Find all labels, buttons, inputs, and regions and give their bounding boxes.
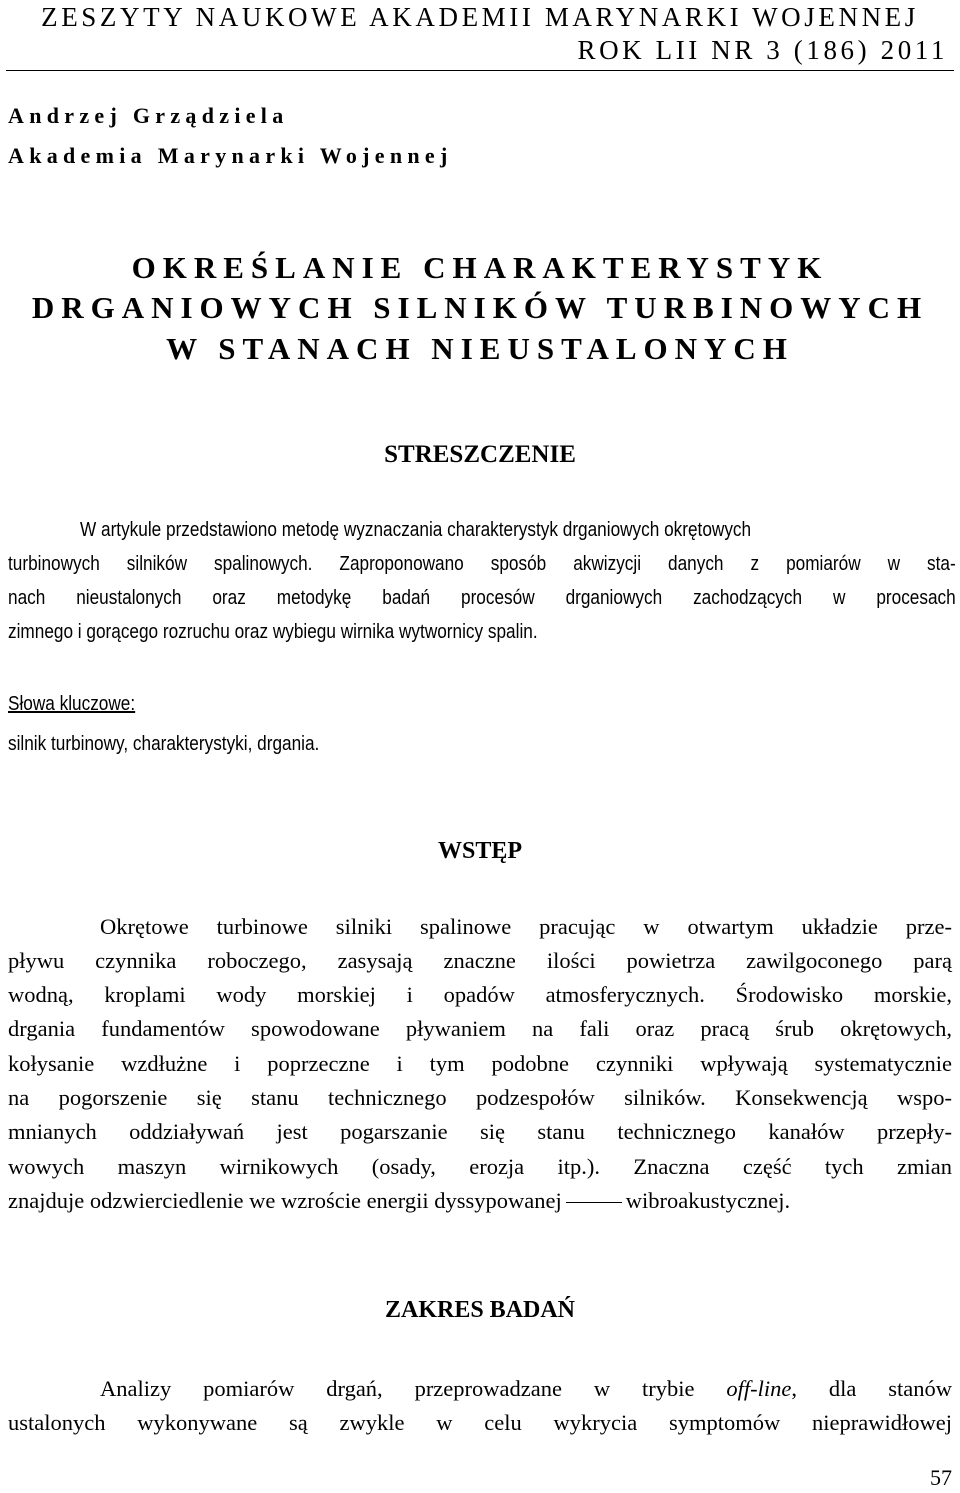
- scope-line-2: ustalonych wykonywane są zwykle w celu wykrycia symptomów nieprawidłowej: [8, 1410, 952, 1435]
- abstract-heading: STRESZCZENIE: [384, 441, 576, 468]
- abstract-line-4: zimnego i gorącego rozruchu oraz wybiegu wirnika wytwornicy spalin.: [8, 621, 538, 643]
- intro-line-6: na pogorszenie się stanu technicznego podzespołów silników. Konsekwencją wspo-: [8, 1085, 952, 1110]
- intro-heading: WSTĘP: [437, 838, 523, 864]
- journal-title: ZESZYTY NAUKOWE AKADEMII MARYNARKI WOJENNEJ: [41, 2, 919, 32]
- intro-line-3: wodną, kroplami wody morskiej i opadów atmosferycznych. Środowisko morskie,: [8, 982, 952, 1007]
- title-line-1: OKREŚLANIE CHARAKTERYSTYK: [131, 250, 829, 285]
- intro-line-7: mnianych oddziaływań jest pogarszanie się stanu technicznego kanałów przepły-: [8, 1119, 952, 1144]
- intro-line-5: kołysanie wzdłużne i poprzeczne i tym podobne czynniki wpływają systematycznie: [8, 1051, 952, 1076]
- abstract-line-2: turbinowych silników spalinowych. Zaproponowano sposób akwizycji danych z pomiarów w sta-: [8, 553, 956, 575]
- intro-line-2: pływu czynnika roboczego, zasysają znaczne ilości powietrza zawilgoconego parą: [8, 948, 952, 973]
- issue-info: ROK LII NR 3 (186) 2011: [577, 35, 948, 65]
- scope-heading: ZAKRES BADAŃ: [384, 1297, 576, 1323]
- abstract-line-1: W artykule przedstawiono metodę wyznaczania charakterystyk drganiowych okrętowych: [80, 519, 752, 541]
- intro-line-1: Okrętowe turbinowe silniki spalinowe pracując w otwartym układzie prze-: [100, 914, 952, 939]
- scope-line-1-before: Analizy pomiarów drgań, przeprowadzane w trybie: [100, 1376, 695, 1401]
- intro-line-4: drgania fundamentów spowodowane pływaniem na fali oraz pracą śrub okrętowych,: [8, 1016, 952, 1041]
- title-line-2: DRGANIOWYCH SILNIKÓW TURBINOWYCH: [31, 290, 929, 325]
- header-rule: [6, 70, 954, 71]
- author-affiliation: Akademia Marynarki Wojennej: [8, 143, 453, 168]
- page-number: 57: [930, 1465, 952, 1490]
- keywords-label: Słowa kluczowe:: [8, 693, 136, 715]
- scope-line-1-after: , dla stanów: [791, 1376, 952, 1401]
- abstract-line-3: nach nieustalonych oraz metodykę badań procesów drganiowych zachodzących w procesach: [8, 587, 956, 609]
- title-line-3: W STANACH NIEUSTALONYCH: [166, 331, 794, 366]
- intro-line-9-start: znajduje odzwierciedlenie we wzroście energii dyssypowanej: [8, 1188, 562, 1213]
- intro-line-8: wowych maszyn wirnikowych (osady, erozja itp.). Znaczna część tych zmian: [8, 1154, 952, 1179]
- em-dash: [566, 1202, 622, 1203]
- author-name: Andrzej Grządziela: [8, 103, 289, 128]
- intro-line-9-end: wibroakustycznej.: [625, 1188, 791, 1213]
- scope-term-offline: off-line: [726, 1376, 792, 1401]
- keywords-value: silnik turbinowy, charakterystyki, drgania.: [8, 733, 320, 755]
- scope-line-1: [100, 1374, 952, 1404]
- intro-line-9: [8, 1186, 952, 1216]
